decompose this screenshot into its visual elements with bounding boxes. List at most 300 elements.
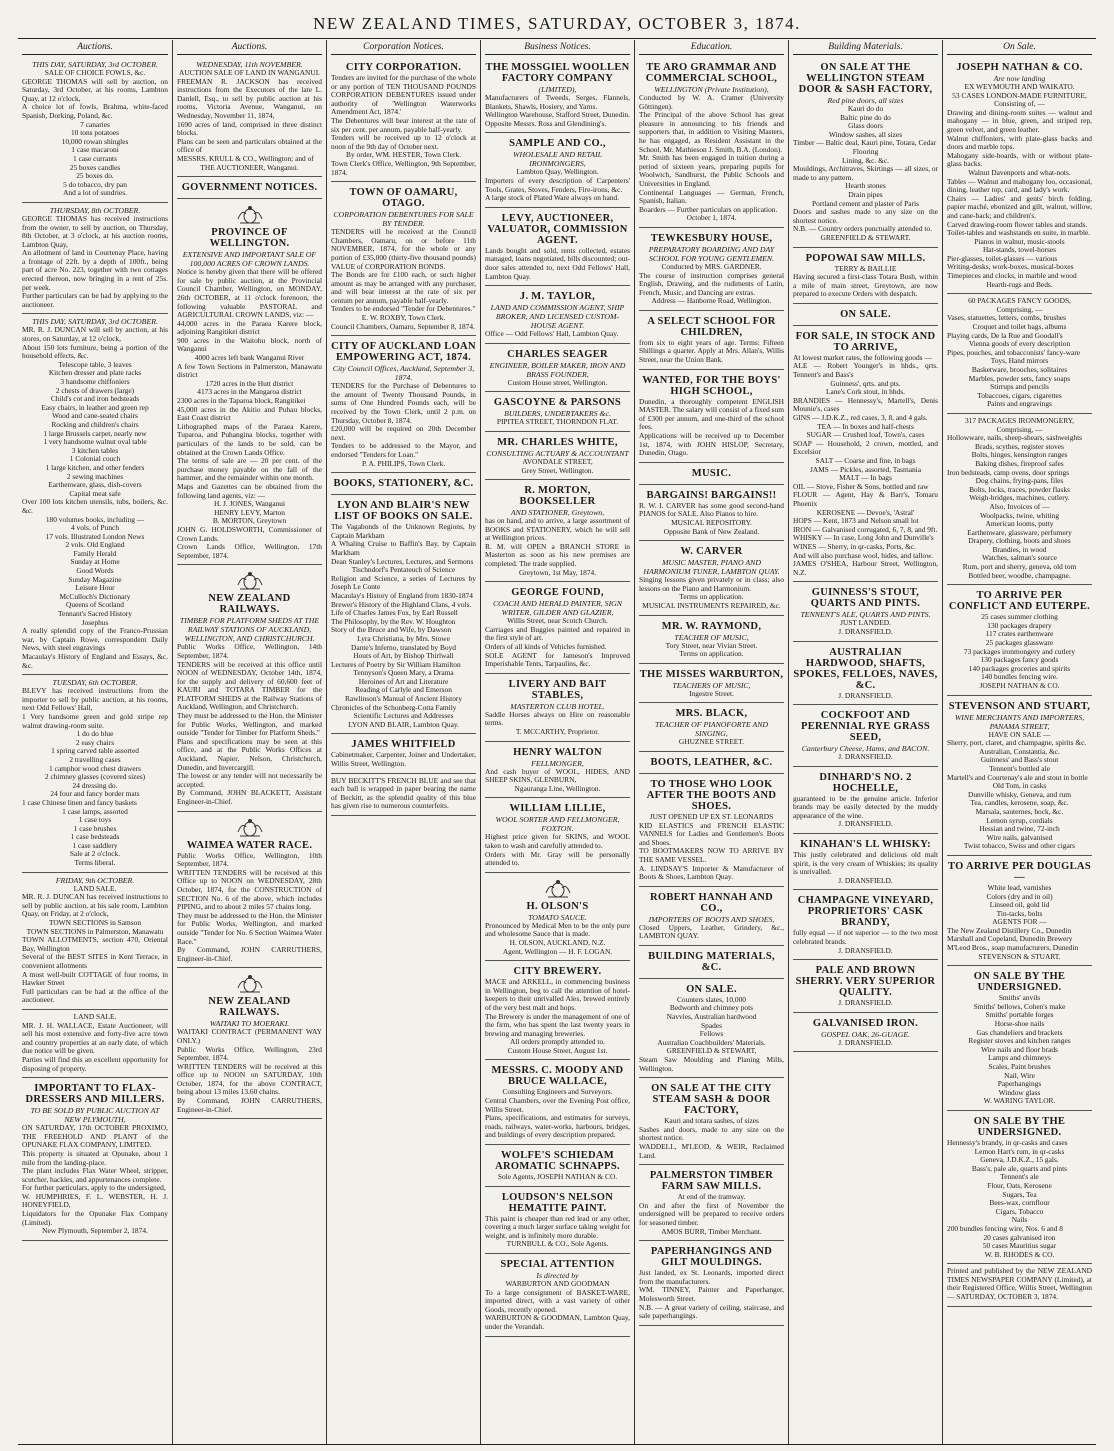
ad-text-line: An allotment of land in Courtenay Place, having a frontage of 22ft. by a depth of 100ft., being part of acre No. 223, together with two cottages erected thereon, now bringing in a rent of 25s. per week. <box>22 248 168 292</box>
ad-text-line: Carved drawing-room flower tables and stands. <box>947 219 1088 229</box>
ad-text-line: Navvies, Australian hardwood <box>666 1012 757 1022</box>
ad-text-line: Baking dishes, fireproof safes <box>975 458 1064 468</box>
ad-subtitle: Are now landing <box>993 74 1046 83</box>
coat-of-arms-icon <box>234 818 266 838</box>
ad-text-line: Sugars, Tea <box>1002 1189 1037 1199</box>
ad-text-line: A most well-built COTTAGE of four rooms, in Hawker Street <box>22 969 168 988</box>
ad-text-line: Stirrups and pencils <box>990 382 1049 392</box>
ad-text-line: This justly celebrated and delicious old malt spirit, is the very cream of Whiskies; its quality is unrivalled. <box>793 850 938 877</box>
ad-title: WILLIAM LILLIE, <box>509 803 606 815</box>
ad-text-line: Doors and sashes made to any size on the shortest notice. <box>793 207 938 225</box>
ad-text-line: By order, WM. HESTER, Town Clerk. <box>346 150 461 160</box>
advertisement <box>331 473 476 495</box>
ad-text-line: TERRY & BAILLIE <box>834 263 897 273</box>
ad-title: A SELECT SCHOOL FOR CHILDREN, <box>647 315 776 338</box>
ad-text-line: Further particulars can be had by applying to the auctioneer. <box>22 291 168 309</box>
column-heading: On Sale. <box>947 40 1092 55</box>
ad-title: ON SALE BY THE UNDERSIGNED. <box>973 971 1066 994</box>
ad-text-line: Counters slates, 10,000 <box>677 994 746 1004</box>
advertisement <box>639 774 784 887</box>
ad-text-line: Kitchen dresser and plate racks <box>48 368 142 378</box>
ad-subtitle: MUSIC MASTER, PIANO AND HARMONIUM TUNER, LAMBTON QUAY. <box>643 558 780 577</box>
ad-subtitle: WHOLESALE AND RETAIL IRONMONGERS, <box>513 150 602 169</box>
ad-text-line: Nail, Wire <box>1004 1070 1035 1080</box>
ad-text-line: Orders with Mr. Gray will be personally attended to. <box>485 849 630 868</box>
ad-text-line: GHUZNEE STREET. <box>678 737 745 747</box>
column-heading: Auctions. <box>177 40 322 55</box>
ad-text-line: Easy chairs, in leather and green rep <box>41 402 149 412</box>
ad-text-line: Hearth stones <box>845 181 886 191</box>
ad-title: PAPERHANGINGS AND GILT MOULDINGS. <box>650 1246 773 1269</box>
ad-text-line: Lands bought and sold, rents collected, estates managed, loans negotiated, bills discounted; out-door sales attended to, next Odd Fellows' Hall, Lambton Quay. <box>485 245 630 281</box>
advertisement <box>485 742 630 799</box>
ad-text-line: guaranteed to be the genuine article. Inferior brands may be easily detected by the muddy appearance of the wine. <box>793 793 938 820</box>
ad-text-line: Rum, port and sherry, geneva, old tom <box>962 562 1077 572</box>
ad-text-line: Lemon Hart's rum, in qr-casks <box>974 1146 1065 1156</box>
ad-text-line: At end of the tramway. <box>677 1192 746 1202</box>
ad-text-line: HAVE ON SALE — <box>988 729 1051 739</box>
masthead: NEW ZEALAND TIMES, SATURDAY, OCTOBER 3, 1874. <box>313 14 801 33</box>
ad-text-line: Lining, &c. &c. <box>841 155 889 165</box>
ad-text-line: Plans and specifications may be seen at this office, and at the Public Works Offices at Auckland, Napier, Nelson, Christchurch, Dunedin, and Invercargill. <box>177 736 322 772</box>
coat-of-arms-icon <box>234 974 266 994</box>
ad-text-line: 7 canaries <box>80 119 110 129</box>
ad-text-line: Smiths' portable forges <box>985 1010 1054 1020</box>
ad-text-line: J. DRANSFIELD. <box>838 998 893 1008</box>
ad-title: NEW ZEALAND RAILWAYS. <box>208 996 291 1019</box>
ad-title: ON SALE. <box>686 983 737 995</box>
ad-text-line: Lyra Christiana, by Mrs. Stowe <box>357 633 450 643</box>
ad-text-line: N.B. — Country orders punctually attended to. <box>793 224 932 234</box>
ad-text-line: 2300 acres in the Taparoa block, Rangitikei <box>177 396 306 406</box>
ad-text-line: 130 packages fancy goods <box>980 655 1059 665</box>
ad-text-line: Full particulars can be had at the office of the auctioneer. <box>22 986 168 1005</box>
ad-text-line: H. J. JONES, Wanganui <box>213 499 286 509</box>
ad-subtitle: ENGINEER, BOILER MAKER, IRON AND BRASS FOUNDER, <box>489 360 626 379</box>
ad-text-line: 1 case toys <box>78 815 112 825</box>
ad-text-line: J. DRANSFIELD. <box>838 875 893 885</box>
ad-text-line: 25 packages glassware <box>985 638 1054 648</box>
ad-subtitle: TOMATO SAUCE. <box>528 912 587 922</box>
ad-text-line: JUST OPENED UP EX ST. LEONARDS <box>649 811 774 821</box>
ad-text-line: MALT — In bags <box>839 473 892 483</box>
ad-text-line: 900 acres in the Waitohu block, north of Wanganui <box>177 335 322 354</box>
advertisement <box>639 1078 784 1165</box>
advertisement <box>331 336 476 473</box>
ad-text-line: WHISKY — In case, Long John and Dunville's <box>793 533 934 543</box>
ad-text-line: Council Chambers, Oamaru, September 8, 1874. <box>331 321 475 331</box>
ad-text-line: Hennessy's brandy, in qr-casks and cases <box>947 1137 1068 1147</box>
ad-text-line: R. W. I. CARVER has some good second-hand PIANOS for SALE. Also Pianos to hire. <box>639 500 784 519</box>
advertisement <box>639 752 784 774</box>
ad-subtitle: FELLMONGER, <box>531 758 584 768</box>
ad-text-line: Lithographed maps of the Paraea Karere, Tuparoa, and Puhangina blocks, together with particulars of the lands to be sold, can be obtained at the Crown Lands Office. <box>177 421 322 457</box>
ad-subtitle: WAITAKI TO MOERAKI. <box>209 1019 290 1029</box>
ad-title: JAMES WHITFIELD <box>351 739 456 751</box>
ad-text-line: Liquidators for the Opunake Flax Company (Limited). <box>22 1209 168 1227</box>
ad-text-line: Earthenware, glass, dish-covers <box>48 480 142 490</box>
ad-text-line: Steam Saw Moulding and Planing Mills, Wellington. <box>639 1055 784 1073</box>
ad-title: GUINNESS'S STOUT, QUARTS AND PINTS. <box>810 587 921 610</box>
ad-title: GOVERNMENT NOTICES. <box>181 182 318 194</box>
advertisement <box>639 616 784 664</box>
ad-text-line: WRITTEN TENDERS will be received at this office up to NOON on SATURDAY, 10th October, 1874, for the above CONTRACT, being about 13 miles 13.60 chains. <box>177 1061 322 1097</box>
ad-text-line: Closed Uppers, Leather, Grindery, &c., LAMBTON QUAY. <box>639 922 784 941</box>
ad-text-line: Baltic pine do do <box>840 112 891 122</box>
advertisement <box>177 199 322 565</box>
ad-text-line: Toys, Hand mirrors <box>990 356 1049 366</box>
ad-title: CHAMPAGNE VINEYARD, PROPRIETORS' CASK BRANDY, <box>797 895 934 929</box>
ad-title: SPECIAL ATTENTION <box>500 1259 615 1270</box>
column-heading: Auctions. <box>22 40 168 55</box>
advertisement <box>485 582 630 674</box>
advertisement <box>639 703 784 752</box>
ad-title: GASCOYNE & PARSONS <box>493 397 622 409</box>
ad-text-line: Boarders — Further particulars on application. <box>639 204 778 214</box>
ad-text-line: Martell's and Courtenay's ale and stout in bottle <box>947 772 1088 782</box>
ad-text-line: THE AUCTIONEER, Wanganui. <box>200 162 299 172</box>
advertisement <box>793 642 938 706</box>
ad-text-line: Brewer's History of the Highland Clans, 4 vols. <box>331 599 472 609</box>
ad-subtitle: WOOL SORTER AND FELLMONGER, FOXTON. <box>495 815 620 834</box>
ad-text-line: TENDERS will be received at this office until NOON of WEDNESDAY, October 14th, 1874, for the supply and delivery of 60,600 feet of KAURI and TOTARA TIMBER for the PLATFORM SHEDS at the Railway Stations of Auckland, Wellington, and Christchurch. <box>177 659 322 712</box>
ad-text-line: 24 four and fancy border mats <box>50 789 140 799</box>
ad-text-line: American looms, putty <box>985 519 1054 529</box>
ad-text-line: 140 packages groceries and spirits <box>968 663 1071 673</box>
column-heading: Corporation Notices. <box>331 40 476 55</box>
advertisement <box>793 582 938 641</box>
advertisement <box>485 873 630 961</box>
ad-text-line: Queens of Scotland <box>66 600 124 610</box>
ad-text-line: Notice is hereby given that there will be offered for sale by public auction, at the Provincial Council Chamber, Wellington, on MONDAY, 26th OCTOBER, at 11 o'clock forenoon, the following valuable PASTORAL and AGRICULTURAL CROWN LANDS, viz: — <box>177 267 322 320</box>
ad-text-line: 130 packages drapery <box>987 620 1052 630</box>
ad-text-line: 1 do do blue <box>76 729 114 739</box>
ad-title: CITY OF AUCKLAND LOAN EMPOWERING ACT, 1874. <box>331 341 476 364</box>
ad-text-line: M'Leod Bros., soap manufacturers, Dunedin <box>947 943 1079 953</box>
ad-text-line: Tenders to be addressed to the Mayor, and endorsed "Tenders for Loan." <box>331 441 476 459</box>
ad-text-line: GINS — J.D.K.Z., red cases, 3, 8, and 4 gals. <box>793 413 928 423</box>
ad-title: CITY BREWERY. <box>513 966 602 978</box>
ad-text-line: Public Works Office, Wellington, 23rd September, 1874. <box>177 1044 322 1063</box>
ad-text-line: Paints and engravings <box>987 399 1052 409</box>
column-heading: Business Notices. <box>485 40 630 55</box>
ad-text-line: Brandies, in wood <box>992 544 1047 554</box>
advertisement <box>331 734 476 773</box>
ad-title: BOOKS, STATIONERY, &C. <box>333 478 474 490</box>
ad-text-line: Rawlinson's Manual of Ancient History <box>344 694 463 704</box>
column-heading: Building Materials. <box>793 40 938 55</box>
ad-text-line: White lead, varnishes <box>987 882 1052 892</box>
ad-text-line: Several of the BEST SITES in Kent Terrace, in convenient allotments <box>22 952 168 970</box>
ad-text-line: Chairs — Ladies' and gents' birch folding, papier maché, ebonized and gilt, walnut, willow, and cane-back; and children's. <box>947 193 1092 220</box>
ad-text-line: Lambton Quay, Wellington. <box>516 167 599 177</box>
ad-text-line: Marbles, powder sets, fancy soaps <box>968 373 1071 383</box>
ad-text-line: Colors (dry and in oil) <box>986 891 1053 901</box>
ad-text-line: 50 cases Mauritius sugar <box>982 1241 1057 1251</box>
ad-text-line: MR. R. J. DUNCAN has received instructions to sell by public auction, at his sale room, Lambton Quay, on Friday, at 2 o'clock, <box>22 892 168 919</box>
ad-title: HENRY WALTON <box>513 746 602 758</box>
advertisement <box>639 228 784 311</box>
masthead-rule <box>18 38 1096 39</box>
ad-text-line: Public Works Office, Wellington, 10th September, 1874. <box>177 850 322 869</box>
ad-text-line: Macaulay's History of England and Essays, &c. &c. <box>22 652 168 670</box>
ad-text-line: Also, Invoices of — <box>989 501 1050 511</box>
ad-text-line: 2 easy chairs <box>75 737 115 747</box>
ad-subtitle: BUILDERS, UNDERTAKERS &c. <box>504 409 611 419</box>
ad-text-line: IRON — Galvanised corrugated, 6, 7, 8, and 9ft. <box>793 524 938 534</box>
ad-title: CHARLES SEAGER <box>507 348 608 360</box>
ad-title: MR. CHARLES WHITE, <box>497 436 618 448</box>
ad-text-line: Playing cards, De la Rue and Goodall's <box>947 330 1063 340</box>
ad-text-line: fully equal — if not superior — to the two most celebrated brands. <box>793 928 938 947</box>
ad-subtitle: EXTENSIVE AND IMPORTANT SALE OF 100,000 ACRES OF CROWN LANDS. <box>182 250 317 269</box>
ad-text-line: Brads, scythes, register stoves <box>975 441 1064 451</box>
ad-text-line: J. DRANSFIELD. <box>838 626 893 636</box>
ad-text-line: Wire nails, galvanised <box>986 832 1053 842</box>
ad-text-line: Smiths' anvils <box>998 993 1041 1003</box>
ad-text-line: LAND SALE. <box>73 883 117 893</box>
advertisement <box>639 311 784 370</box>
ad-title: WOLFE'S SCHIEDAM AROMATIC SCHNAPPS. <box>495 1150 620 1173</box>
ad-text-line: Dog chains, frying-pans, files <box>975 476 1064 486</box>
ad-text-line: Bolts, hinges, kensington ranges <box>971 450 1068 460</box>
ad-text-line: TURNBULL & CO., Sole Agents. <box>506 1239 609 1249</box>
columns <box>18 40 1098 1444</box>
ad-text-line: Mahogany side-boards, with or without plate-glass backs. <box>947 150 1092 169</box>
column-6 <box>788 40 942 1444</box>
ad-text-line: 44,000 acres in the Paraea Karere block, adjoining Rangitikei district <box>177 318 322 337</box>
ad-text-line: Pier-glasses, toilet-glasses — various <box>947 253 1058 263</box>
ad-subtitle: LAND AND COMMISSION AGENT, SHIP BROKER, AND LICENSED CUSTOM-HOUSE AGENT. <box>490 303 625 331</box>
ad-text-line: 60 PACKAGES FANCY GOODS, <box>968 296 1071 306</box>
ad-text-line: Portland cement and plaster of Paris <box>812 198 919 208</box>
ad-text-line: Grey Street, Wellington. <box>521 465 594 475</box>
ad-text-line: Orders of all kinds of Vehicles furnished. <box>485 642 607 652</box>
ad-text-line: 1 case saddlery <box>72 840 118 850</box>
ad-text-line: JOSEPH NATHAN & CO. <box>979 681 1060 690</box>
ad-text-line: Tennyson's Queen Mary, a Drama <box>353 668 454 678</box>
ad-text-line: OIL — Stove, Fisher & Sons, bottled and raw <box>793 481 929 491</box>
ad-text-line: 1 case lamps, assorted <box>62 806 128 816</box>
ad-text-line: T. MCCARTHY, Proprietor. <box>515 727 600 736</box>
advertisement <box>331 182 476 336</box>
ad-text-line: 140 bundles fencing wire. <box>981 672 1058 682</box>
ad-text-line: AGENTS FOR — <box>992 917 1047 927</box>
advertisement <box>485 1187 630 1254</box>
ad-title: PALE AND BROWN SHERRY. VERY SUPERIOR QUALITY. <box>795 965 936 999</box>
ad-subtitle: WELLINGTON (Private Institution), <box>654 85 769 94</box>
ad-text-line: £20,000 will be required on 20th December next. <box>331 424 476 442</box>
ad-text-line: Just landed, ex St. Leonards, imported direct from the manufacturers. <box>639 1268 784 1286</box>
ad-text-line: And a lot of sundries. <box>63 188 127 198</box>
ad-text-line: Writing-desks, work-boxes, musical-boxes <box>947 262 1074 272</box>
ad-text-line: Capital meat safe <box>69 488 121 498</box>
ad-subtitle: TO BE SOLD BY PUBLIC AUCTION AT NEW PLYMOUTH, <box>30 1106 160 1125</box>
ad-text-line: 2 vols. Old England <box>65 540 125 550</box>
ad-text-line: 53 CASES LONDON-MADE FURNITURE, <box>952 90 1087 100</box>
ad-text-line: The Brewery is under the management of one of the firm, who has spent the last twenty years in brewing and managing breweries. <box>485 1011 630 1038</box>
ad-text-line: Tenders to be endorsed "Tender for Debentures." <box>331 304 476 314</box>
ad-title: DINHARD'S NO. 2 HOCHELLE, <box>819 771 912 794</box>
ad-title: GEORGE FOUND, <box>511 587 604 599</box>
ad-text-line: Vases, statuettes, letters, combs, brushes <box>947 313 1067 323</box>
advertisement <box>947 414 1092 585</box>
ad-text-line: BLEVY has received instructions from the importer to sell by public auction, at his rooms, next Odd Fellows' Hall, <box>22 686 168 713</box>
ad-text-line: TOWN ALLOTMENTS, section 470, Oriental Bay, Wellington <box>22 935 168 953</box>
ad-text-line: MR. R. J. DUNCAN will sell by auction, at his stores, on Saturday, at 12 o'clock, <box>22 325 168 344</box>
ad-text-line: 1 case currants <box>73 153 117 163</box>
ad-text-line: 4173 acres in the Mangaroa district <box>197 387 302 397</box>
ad-text-line: Kauri and totara sashes, of sizes <box>664 1116 759 1126</box>
advertisement <box>793 304 938 326</box>
ad-text-line: Old Tom, in casks <box>992 781 1047 791</box>
column-heading: Education. <box>639 40 784 55</box>
ad-title: JOSEPH NATHAN & CO. <box>956 62 1083 73</box>
ad-subtitle: CONSULTING ACTUARY & ACCOUNTANT <box>486 448 629 458</box>
ad-subtitle: COACH AND HERALD PAINTER, SIGN WRITER, GILDER AND GLAZIER, <box>492 599 622 618</box>
ad-text-line: Scientific Lectures and Addresses <box>353 711 454 721</box>
ad-title: LOUDSON'S NELSON HEMATITE PAINT. <box>501 1191 614 1214</box>
ad-text-line: J. DRANSFIELD. <box>838 819 893 829</box>
ad-text-line: 45,000 acres in the Akitio and Puhau blocks, East Coast district <box>177 404 322 423</box>
ad-text-line: BUY BECKITT'S FRENCH BLUE and see that each ball is wrapped in paper bearing the name of Beckitt, as the splendid quality of this blue has given rise to numerous counterfeits. <box>331 775 476 811</box>
ad-text-line: The Debentures will bear interest at the rate of six per cent. per annum, payable half-yearly. <box>331 115 476 134</box>
ad-text-line: W. HUMPHRIES, F. L. WEBSTER, H. J. HONEYFIELD, <box>22 1191 168 1210</box>
ad-text-line: JAMES O'SHEA, Harbour Street, Wellington, N.Z. <box>793 559 938 577</box>
ad-text-line: Guinness' and Bass's stout <box>980 755 1059 765</box>
ad-text-line: Lamps and chimneys <box>988 1053 1051 1063</box>
ad-subtitle: TEACHERS OF MUSIC, <box>672 680 751 690</box>
advertisement <box>177 812 322 969</box>
ad-title: WAIMEA WATER RACE. <box>186 839 313 851</box>
advertisement <box>639 463 784 485</box>
ad-text-line: Opposite Messrs. Ross and Glendining's. <box>485 118 607 128</box>
ad-text-line: Drawing and dining-room suites — walnut and mahogany — in blue, green, and striped rep, green velvet, and green leather. <box>947 107 1092 134</box>
ad-title: TE ARO GRAMMAR AND COMMERCIAL SCHOOL, <box>645 62 778 84</box>
ad-text-line: Ingestre Street. <box>689 688 734 698</box>
advertisement <box>639 664 784 704</box>
ad-text-line: SOLE AGENT for Jameson's Improved Imperishable Tents, Tarpaulins, &c. <box>485 650 630 669</box>
ad-text-line: The lowest or any tender will not necessarily be accepted. <box>177 771 322 789</box>
ad-text-line: Central Chambers, over the Evening Post office, Willis Street. <box>485 1096 630 1114</box>
ad-title: WANTED, FOR THE BOYS' HIGH SCHOOL, <box>642 374 781 397</box>
advertisement <box>947 966 1092 1111</box>
ad-text-line: Twist tobacco, Swiss and other cigars <box>963 841 1076 851</box>
ad-text-line: Consisting of, — <box>994 99 1045 109</box>
ad-text-line: Basketware, brooches, solitaires <box>971 365 1068 374</box>
ad-text-line: Terms on application. <box>679 649 744 659</box>
ad-text-line: The course of instruction comprises general English, Drawing, and the rudiments of Latin, French, Music, and Dancing are extras. <box>639 270 784 297</box>
ad-text-line: Conducted by W. A. Cramer (University Göttingen). <box>639 93 784 111</box>
ad-text-line: Tenders are invited for the purchase of the whole or any portion of TEN THOUSAND POUNDS CORPORATION DEBENTURES issued under authority of 'Wellington Waterworks Amendment Act, 1874.' <box>331 73 476 117</box>
ad-text-line: Gas chandeliers and brackets <box>976 1027 1063 1037</box>
ad-text-line: MESSRS. KRULL & CO., Wellington; and of <box>177 153 314 163</box>
ad-text-line: SOAP — Household, 2 crown, mottled, and Excelsior <box>793 438 938 457</box>
ad-text-line: Importers of every description of Carpenters' Tools, Grates, Stoves, Fenders, Fire-irons, &c. <box>485 175 630 194</box>
ad-text-line: Marshall and Copeland, Dunedin Brewery <box>947 934 1073 944</box>
ad-text-line: Custom House Street, August 1st. <box>507 1045 608 1055</box>
column-4 <box>480 40 634 1444</box>
ad-title: POPOWAI SAW MILLS. <box>805 252 926 264</box>
ad-text-line: 1 camphor wood chest drawers <box>49 763 141 773</box>
ad-text-line: MR. J. H. WALLACE, Estate Auctioneer, will sell his most extensive and forty-five acre town and country properties at an early date, of which due notice will be given. <box>22 1020 168 1056</box>
advertisement <box>485 286 630 344</box>
ad-text-line: Drapery, clothing, boots and shoes <box>968 536 1071 546</box>
advertisement <box>22 675 168 872</box>
ad-text-line: WARBURTON & GOODMAN, Lambton Quay, under the Verandah. <box>485 1313 630 1331</box>
ad-text-line: J. DRANSFIELD. <box>838 1037 893 1047</box>
ad-text-line: 1 case macaroni <box>71 145 119 155</box>
ad-title: MESSRS. C. MOODY AND BRUCE WALLACE, <box>491 1065 624 1088</box>
ad-text-line: 3 kitchen tables <box>71 445 119 455</box>
ad-text-line: KEROSENE — Devoe's, 'Astral' <box>816 507 915 517</box>
ad-text-line: Sunday at Home <box>70 557 120 567</box>
ad-text-line: Telescope table, 3 leaves <box>58 359 132 369</box>
advertisement <box>639 1241 784 1326</box>
ad-title: COCKFOOT AND PERENNIAL RYE GRASS SEED, <box>800 710 931 744</box>
ad-text-line: ON SATURDAY, 17th OCTOBER PROXIMO, THE FREEHOLD AND PLANT of the OPUNAKE FLAX COMPANY, LIMITED. <box>22 1123 168 1150</box>
ad-text-line: They must be addressed to the Hon. the Minister for Public Works, Wellington, and marked outside "Tender for No. 6 Section Waimea Water Race." <box>177 910 322 946</box>
advertisement <box>639 1165 784 1241</box>
advertisement <box>485 674 630 742</box>
ad-text-line: HOPS — Kent, 1873 and Nelson small lot <box>793 516 919 526</box>
ad-text-line: Terms on application. <box>679 592 744 602</box>
ad-text-line: WARBURTON AND GOODMAN <box>505 1279 610 1288</box>
ad-text-line: Tenders will be received up to 12 o'clock at noon of the 9th day of October next. <box>331 133 476 151</box>
ad-title: SAMPLE AND CO., <box>509 138 606 150</box>
ad-title: BOOTS, LEATHER, &C. <box>650 756 773 768</box>
ad-text-line: Plans can be seen and particulars obtained at the office of <box>177 136 322 155</box>
ad-subtitle: Red pine doors, all sizes <box>827 96 904 105</box>
ad-title: GALVANISED IRON. <box>812 1017 919 1029</box>
advertisement <box>485 208 630 286</box>
ad-text-line: Consulting Engineers and Surveyors. <box>502 1087 613 1097</box>
ad-text-line: Watches, salman's source <box>982 553 1057 563</box>
ad-text-line: Weigh-bridges, machines, cutlery. <box>969 493 1070 503</box>
ad-text-line: Fellows <box>699 1029 724 1039</box>
ad-text-line: B. MORTON, Greytown <box>212 516 287 526</box>
advertisement <box>331 774 476 816</box>
ad-text-line: Bees-wax, cornflour <box>989 1198 1050 1208</box>
ad-text-line: Tin-tacks, bolts <box>996 908 1043 918</box>
ad-title: FOR SALE, IN STOCK AND TO ARRIVE, <box>795 330 936 353</box>
advertisement <box>639 946 784 979</box>
advertisement <box>485 1060 630 1145</box>
ad-text-line: Tennent's bottled ale <box>989 763 1050 773</box>
ad-text-line: 4 vols. of Punch <box>70 523 120 533</box>
ad-text-line: Toilet-tables and washstands en suite, in marble. <box>947 228 1091 238</box>
ad-text-line: Reading of Carlyle and Emerson <box>355 685 452 695</box>
coat-of-arms-icon <box>234 571 266 591</box>
ad-text-line: 3 handsome chiffoniers <box>60 377 130 386</box>
ad-text-line: Printed and published by the NEW ZEALAND TIMES NEWSPAPER COMPANY (Limited), at their Registered Office, Willis Street, Wellington — SATURDAY, OCTOBER 3, 1874. <box>947 1266 1092 1302</box>
ad-text-line: GEORGE THOMAS has received instructions from the owner, to sell by auction, on Thursday, 8th October, at 3 o'clock, at his auction rooms, Lambton Quay, <box>22 213 168 249</box>
ad-text-line: Bedworth and chimney pots <box>669 1003 754 1013</box>
ad-text-line: Terms liberal. <box>74 858 116 868</box>
ad-text-line: Cabinetmaker, Carpenter, Joiner and Undertaker, Willis Street, Wellington. <box>331 750 476 769</box>
ad-title: TO ARRIVE PER CONFLICT AND EUTERPE. <box>948 590 1091 613</box>
ad-subtitle: City Council Offices, Auckland, September 3, 1874. <box>332 364 475 383</box>
ad-text-line: 1 large kitchen, and other fenders <box>45 462 145 472</box>
ad-text-line: The Bonds are for £100 each, or such higher amount as may be arranged with any purchaser, and will bear interest at the rate of six per centum per annum, payable half-yearly. <box>331 270 476 305</box>
ad-text-line: TOWN SECTIONS in Samson <box>48 918 142 928</box>
ad-subtitle: TUESDAY, 6th OCTOBER. <box>52 678 138 688</box>
ad-text-line: Mouldings, Architraves, Skirtings — all sizes, or made to any pattern. <box>793 164 938 182</box>
ad-text-line: JUST LANDED. <box>840 618 891 628</box>
ad-text-line: 25 boxes do. <box>76 171 114 181</box>
advertisement <box>639 485 784 541</box>
ad-text-line: Woolpacks, twine, whiting <box>979 510 1060 520</box>
